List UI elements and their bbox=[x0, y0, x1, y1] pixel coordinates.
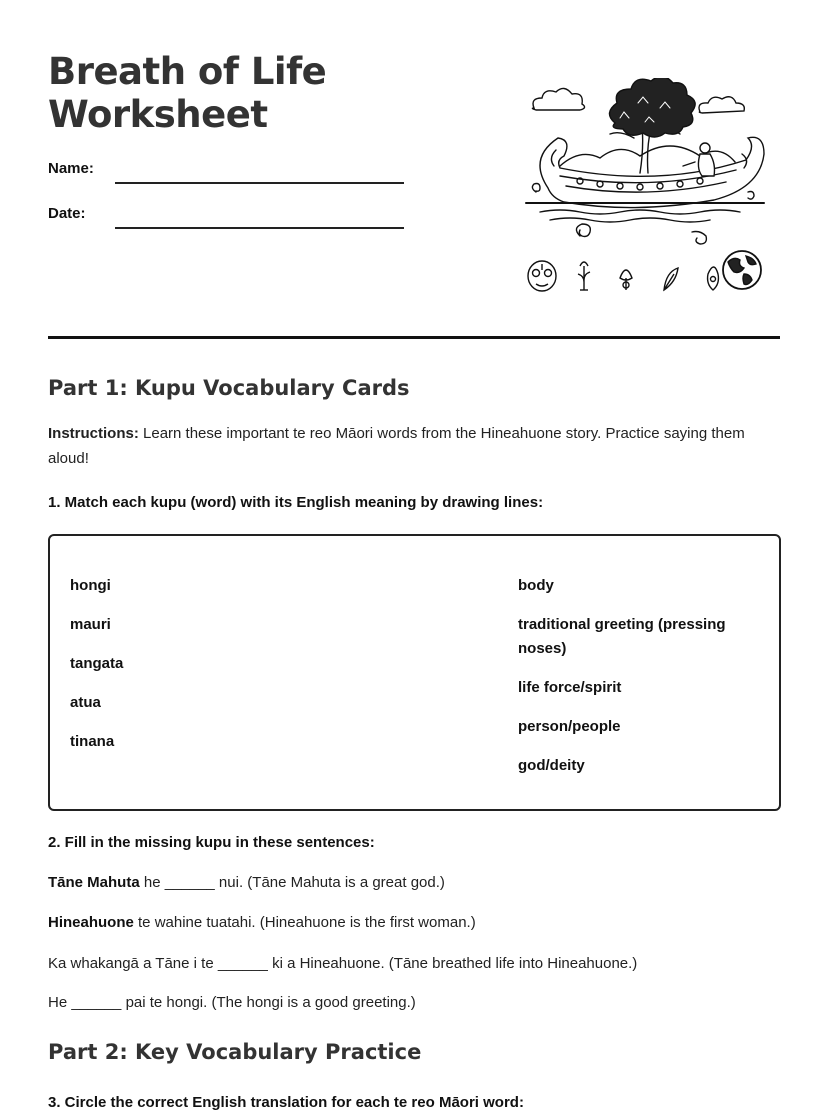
english-meaning[interactable]: god/deity bbox=[518, 757, 585, 774]
question-2: 2. Fill in the missing kupu in these sentences: bbox=[48, 834, 375, 851]
mask-icon bbox=[528, 261, 556, 291]
date-line[interactable] bbox=[115, 227, 404, 229]
plant-icon bbox=[578, 262, 590, 290]
title-line-1: Breath of Life bbox=[48, 50, 327, 93]
worksheet-title bbox=[48, 50, 326, 136]
question-1: 1. Match each kupu (word) with its English meaning by drawing lines: bbox=[48, 494, 544, 511]
maori-word[interactable]: hongi bbox=[70, 577, 111, 594]
sentence-bold: Tāne Mahuta bbox=[48, 874, 140, 891]
english-meaning[interactable]: traditional greeting (pressing noses) bbox=[518, 616, 726, 657]
date-field[interactable] bbox=[48, 205, 408, 235]
part2-heading: Part 2: Key Vocabulary Practice bbox=[48, 1040, 422, 1064]
maori-word-list bbox=[70, 574, 370, 769]
instructions-label: Instructions: bbox=[48, 425, 139, 442]
section-divider bbox=[48, 336, 780, 339]
fill-sentence-1[interactable] bbox=[48, 874, 445, 891]
globe-icon bbox=[723, 251, 761, 289]
name-label: Name: bbox=[48, 160, 94, 177]
cloud-icon bbox=[532, 88, 584, 110]
canoe-icon bbox=[540, 137, 764, 207]
matching-box bbox=[48, 534, 781, 811]
english-meaning[interactable]: life force/spirit bbox=[518, 679, 622, 696]
name-line[interactable] bbox=[115, 182, 404, 184]
fill-sentence-3[interactable] bbox=[48, 955, 637, 972]
english-meaning[interactable]: body bbox=[518, 577, 554, 594]
maori-word[interactable]: tangata bbox=[70, 655, 124, 672]
sentence-text: He ______ pai te hongi. (The hongi is a good greeting.) bbox=[48, 994, 416, 1011]
maori-word[interactable]: atua bbox=[70, 694, 101, 711]
cloud-icon bbox=[699, 97, 744, 113]
sentence-bold: Hineahuone bbox=[48, 914, 134, 931]
sentence-text: Ka whakangā a Tāne i te ______ ki a Hineahuone. (Tāne breathed life into Hineahuone.) bbox=[48, 955, 638, 972]
tree-icon bbox=[609, 78, 695, 173]
pendant-icon bbox=[708, 267, 719, 290]
instructions-text: Learn these important te reo Māori words from the Hineahuone story. Practice saying them aloud! bbox=[48, 425, 745, 467]
date-label: Date: bbox=[48, 205, 86, 222]
name-field[interactable] bbox=[48, 160, 408, 190]
part1-heading: Part 1: Kupu Vocabulary Cards bbox=[48, 376, 410, 400]
sentence-text: te wahine tuatahi. (Hineahuone is the first woman.) bbox=[133, 914, 476, 931]
fill-sentence-4[interactable] bbox=[48, 994, 416, 1011]
feather-icon bbox=[664, 268, 678, 290]
question-3: 3. Circle the correct English translation for each te reo Māori word: bbox=[48, 1094, 524, 1111]
title-line-2: Worksheet bbox=[48, 93, 268, 136]
english-meaning-list bbox=[518, 574, 758, 793]
sentence-text: he ______ nui. (Tāne Mahuta is a great god.) bbox=[139, 874, 445, 891]
fill-sentence-2[interactable] bbox=[48, 914, 476, 931]
waka-canoe-with-tree-illustration bbox=[520, 78, 770, 298]
maori-word[interactable]: tinana bbox=[70, 733, 115, 750]
sprout-icon bbox=[620, 270, 632, 290]
maori-word[interactable]: mauri bbox=[70, 616, 111, 633]
instructions bbox=[48, 421, 778, 471]
english-meaning[interactable]: person/people bbox=[518, 718, 621, 735]
